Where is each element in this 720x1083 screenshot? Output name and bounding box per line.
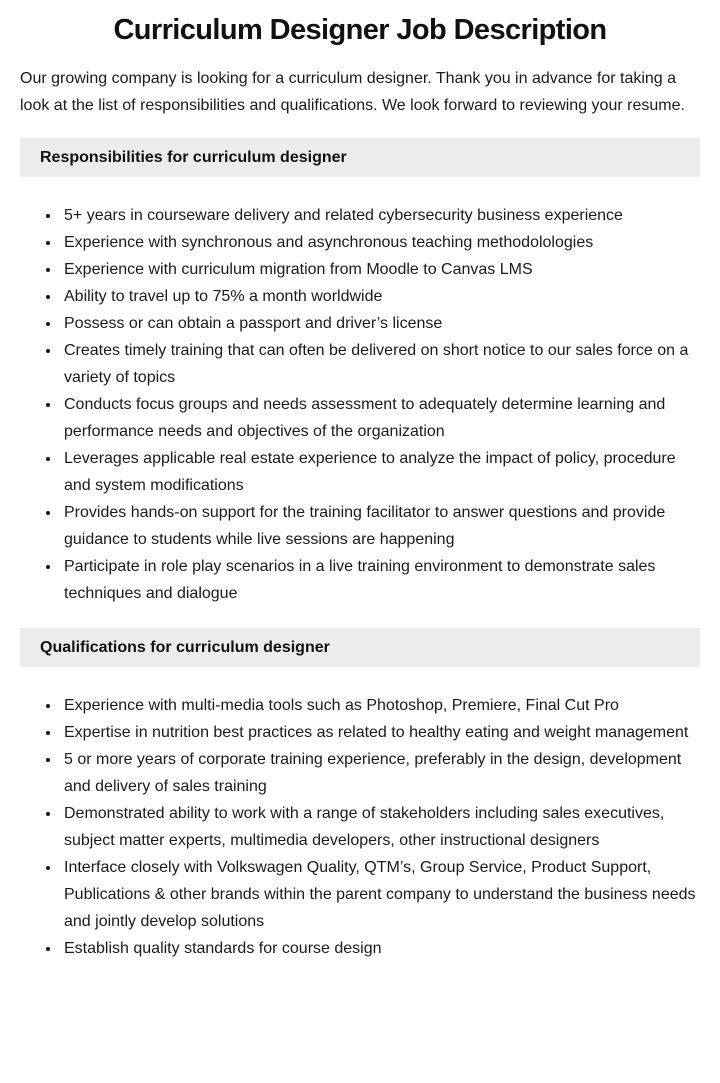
qualification-item: • Expertise in nutrition best practices as related to healthy eating and weight management xyxy=(61,719,700,746)
page-title: Curriculum Designer Job Description xyxy=(113,14,607,46)
qualification-item: • Demonstrated ability to work with a range of stakeholders including sales executives, subject matter experts, multimedia developers, other instructional designers xyxy=(61,800,700,854)
responsibility-item: • Leverages applicable real estate experience to analyze the impact of policy, procedure and system modifications xyxy=(61,445,700,499)
responsibility-item: • Ability to travel up to 75% a month worldwide xyxy=(61,283,700,310)
qualifications-heading: Qualifications for curriculum designer xyxy=(20,628,700,667)
responsibility-item: • Experience with curriculum migration from Moodle to Canvas LMS xyxy=(61,256,700,283)
qualifications-list xyxy=(20,692,700,962)
responsibility-item: • Conducts focus groups and needs assessment to adequately determine learning and performance needs and objectives of the organization xyxy=(61,391,700,445)
responsibility-item: • Participate in role play scenarios in a live training environment to demonstrate sales techniques and dialogue xyxy=(61,553,700,607)
responsibility-item: • Possess or can obtain a passport and driver’s license xyxy=(61,310,700,337)
intro-paragraph: Our growing company is looking for a curriculum designer. Thank you in advance for taking a look at the list of responsibilities and qualifications. We look forward to reviewing your resume. xyxy=(20,70,685,114)
responsibilities-list xyxy=(20,202,700,607)
qualification-item: • Establish quality standards for course design xyxy=(61,935,700,962)
responsibility-item: • 5+ years in courseware delivery and related cybersecurity business experience xyxy=(61,202,700,229)
qualification-item: • Interface closely with Volkswagen Quality, QTM’s, Group Service, Product Support, Publications & other brands within the parent company to understand the business needs and jointly develop solutions xyxy=(61,854,700,935)
responsibility-item: • Provides hands-on support for the training facilitator to answer questions and provide guidance to students while live sessions are happening xyxy=(61,499,700,553)
qualification-item: • 5 or more years of corporate training experience, preferably in the design, development and delivery of sales training xyxy=(61,746,700,800)
responsibility-item: • Experience with synchronous and asynchronous teaching methodolologies xyxy=(61,229,700,256)
responsibilities-section xyxy=(20,138,700,607)
qualifications-section xyxy=(20,628,700,962)
responsibility-item: • Creates timely training that can often be delivered on short notice to our sales force on a variety of topics xyxy=(61,337,700,391)
responsibilities-heading: Responsibilities for curriculum designer xyxy=(20,138,700,177)
qualification-item: • Experience with multi-media tools such as Photoshop, Premiere, Final Cut Pro xyxy=(61,692,700,719)
